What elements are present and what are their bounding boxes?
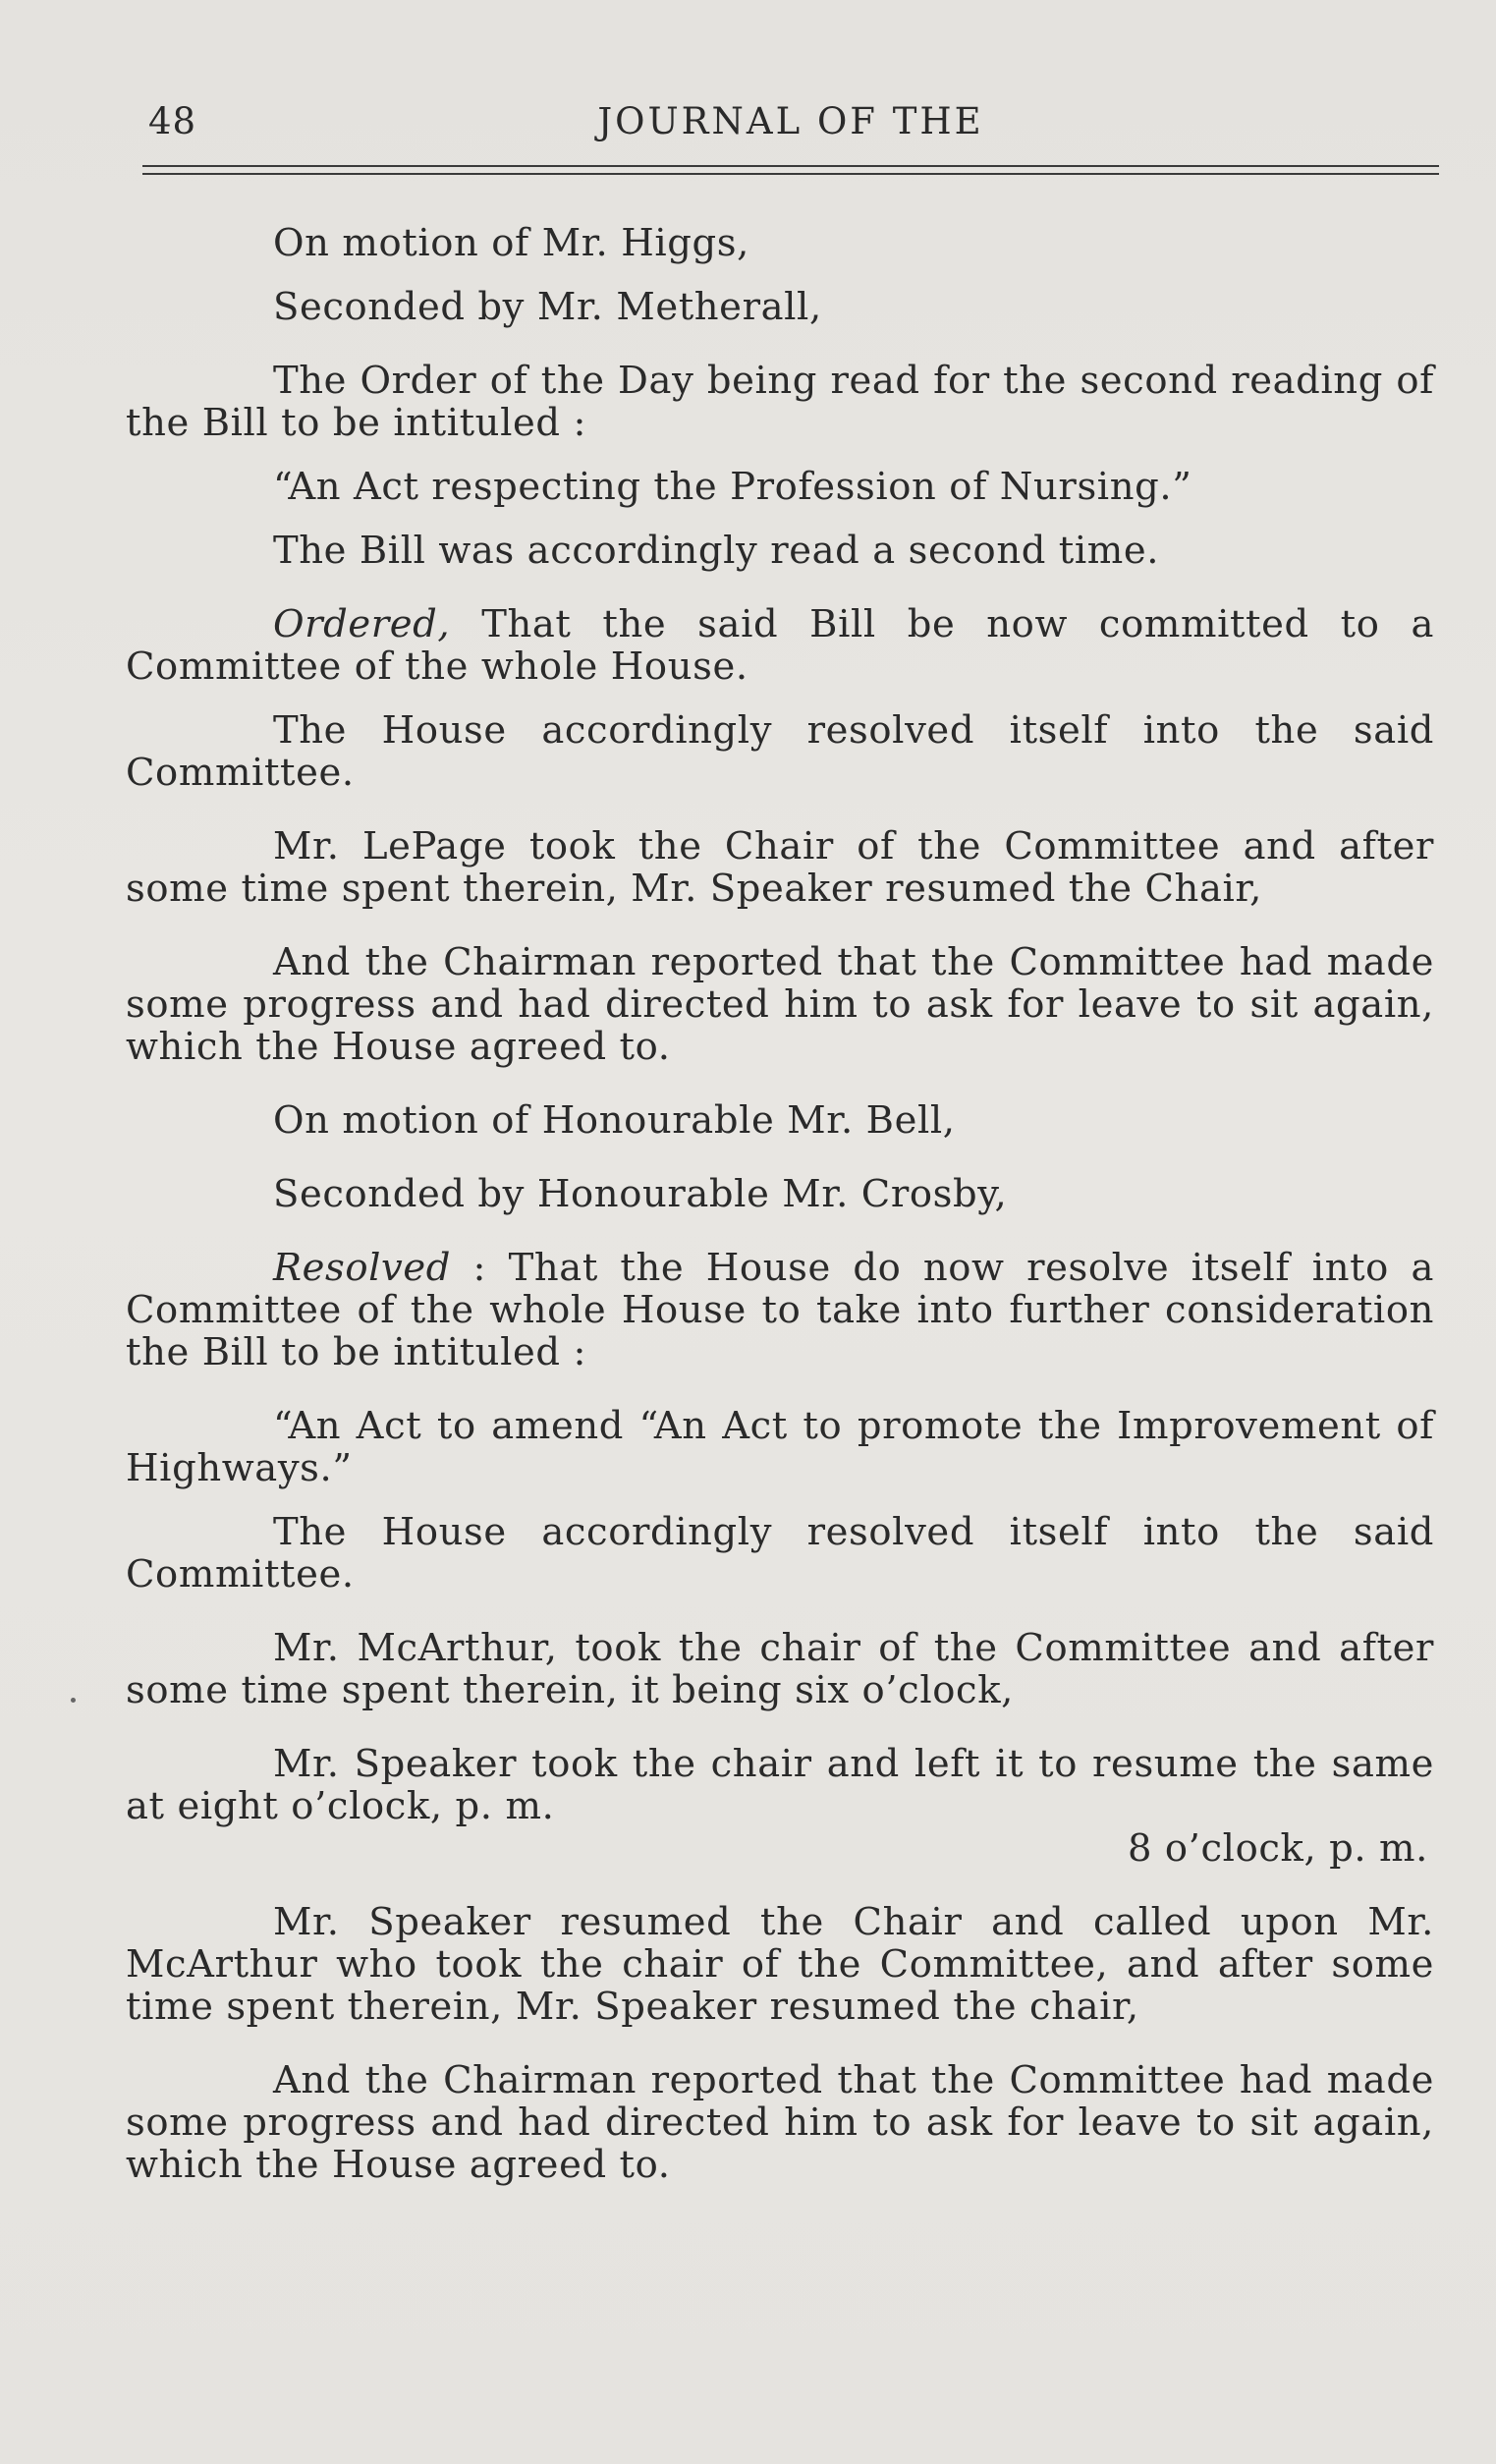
paragraph-speaker-resumed: Mr. Speaker resumed the Chair and called upon Mr. McArthur who took the chair of the Committee, and after some time spent therein, Mr. Speaker resumed the chair, [126,1900,1434,2029]
paragraph-chairman-report-1: And the Chairman reported that the Committee had made some progress and had directed him to ask for leave to sit again, which the House agreed to. [126,940,1434,1069]
page-header [142,100,1439,159]
paragraph-lepage-chair: Mr. LePage took the Chair of the Committee and after some time spent therein, Mr. Speaker resumed the Chair, [126,824,1434,911]
page-number: 48 [148,100,197,142]
paragraph-resolved [126,1247,1434,1373]
paragraph-resolved-committee-1: The House accordingly resolved itself into the said Committee. [126,708,1434,795]
paragraph-second-reading: The Bill was accordingly read a second time. [273,529,1160,573]
paper-speck [71,1698,76,1703]
paragraph-motion-higgs: On motion of Mr. Higgs, [273,221,749,265]
paragraph-speaker-recess: Mr. Speaker took the chair and left it to resume the same at eight o’clock, p. m. [126,1742,1434,1828]
running-title: JOURNAL OF THE [597,100,984,142]
paragraph-order-of-day: The Order of the Day being read for the second reading of the Bill to be intituled : [126,359,1434,445]
paragraph-motion-bell: On motion of Honourable Mr. Bell, [273,1098,956,1143]
paragraph-bill-title-nursing: “An Act respecting the Profession of Nursing.” [273,465,1192,509]
paragraph-seconded-crosby: Seconded by Honourable Mr. Crosby, [273,1172,1008,1216]
time-stamp-8-oclock: 8 o’clock, p. m. [1127,1826,1428,1871]
paragraph-mcarthur-chair: Mr. McArthur, took the chair of the Committee and after some time spent therein, it being six o’clock, [126,1626,1434,1712]
header-rule-top [142,165,1439,167]
paragraph-ordered [126,603,1434,688]
ordered-text: That the said Bill be now committed to a Committee of the whole House. [126,602,1434,689]
header-rule-bottom [142,173,1439,175]
journal-body [126,222,1434,2186]
paragraph-seconded-metherall: Seconded by Mr. Metherall, [273,285,822,329]
ordered-label: Ordered, [273,602,451,646]
paragraph-bill-title-highways: “An Act to amend “An Act to promote the Improvement of Highways.” [126,1404,1434,1490]
paragraph-chairman-report-2: And the Chairman reported that the Committee had made some progress and had directed him to ask for leave to sit again, which the House agreed to. [126,2058,1434,2187]
paragraph-resolved-committee-2: The House accordingly resolved itself into the said Committee. [126,1510,1434,1596]
resolved-text: : That the House do now resolve itself into a Committee of the whole House to take into further consideration the Bill to be intituled : [126,1246,1434,1374]
resolved-label: Resolved [273,1246,452,1290]
